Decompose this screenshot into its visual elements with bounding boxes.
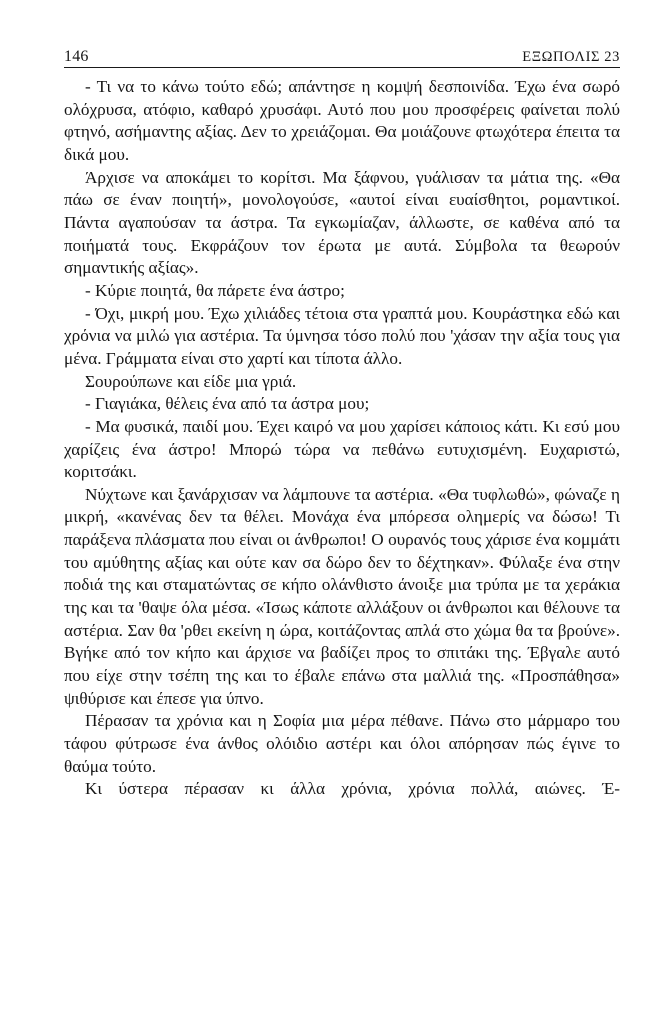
paragraph: - Μα φυσικά, παιδί μου. Έχει καιρό να μου χαρίσει κάποιος κάτι. Κι εσύ μου χαρίζεις ένα άστρο! Μπορώ τώρα να πεθάνω ευτυχισμένη. Ευχαριστώ, κοριτσάκι. <box>64 416 620 482</box>
running-title: ΕΞΩΠΟΛΙΣ 23 <box>522 49 620 65</box>
page-header <box>64 44 620 68</box>
paragraph: Πέρασαν τα χρόνια και η Σοφία μια μέρα πέθανε. Πάνω στο μάρμαρο του τάφου φύτρωσε ένα άνθος ολόιδιο αστέρι και όλοι απόρησαν πώς έγινε το θαύμα τούτο. <box>64 711 620 776</box>
paragraph: Άρχισε να αποκάμει το κορίτσι. Μα ξάφνου, γυάλισαν τα μάτια της. «Θα πάω σε έναν ποιητή», μονολογούσε, «αυτοί είναι ευαίσθητοι, ρομαντικοί. Πάντα αγαπούσαν τα άστρα. Τα εγκωμίαζαν, άλλωστε, σε καθένα από τα ποιήματά τους. Εκφράζουν τον έρωτα με αυτά. Σύμβολα τα θεωρούν σημαντικής αξίας». <box>64 167 620 278</box>
paragraph: - Κύριε ποιητά, θα πάρετε ένα άστρο; <box>85 280 345 300</box>
paragraph: Σουρούπωνε και είδε μια γριά. <box>85 371 297 391</box>
paragraph: Νύχτωνε και ξανάρχισαν να λάμπουνε τα αστέρια. «Θα τυφλωθώ», φώναζε η μικρή, «κανένας δεν τα θέλει. Μονάχα ένα μπόρεσα ολημερίς να δώσω! Τι παράξενα πλάσματα που είναι οι άνθρωποι! Ο ουρανός τους χάρισε ένα κομμάτι του αμύθητης αξίας και ούτε καν σα δώρο δεν το δέχτηκαν». Φύλαξε ένα στην ποδιά της και σταματώντας σε κήπο ολάνθιστο άνοιξε μια τρύπα με τα χεράκια της και τα 'θαψε όλα μέσα. «Ίσως κάποτε αλλάξουν οι άνθρωποι και θέλουνε τα αστέρια. Σαν θα 'ρθει εκείνη η ώρα, κοιτάζοντας απλά στο χώμα θα τα βρούνε». Βγήκε από τον κήπο και άρχισε να βαδίζει προς το σπιτάκι της. Έβγαλε αυτό που είχε στην τσέπη της και το έβαλε επάνω στα μαλλιά της. «Προσπάθησα» ψιθύρισε και έπεσε για ύπνο. <box>64 484 620 708</box>
paragraph: Κι ύστερα πέρασαν κι άλλα χρόνια, χρόνια πολλά, αιώνες. Έ- <box>85 779 620 799</box>
book-page <box>64 44 620 801</box>
paragraph: - Όχι, μικρή μου. Έχω χιλιάδες τέτοια στα γραπτά μου. Κουράστηκα εδώ και χρόνια να μιλώ για αστέρια. Τα ύμνησα τόσο πολύ που 'χάσαν την αξία τους για μένα. Γράμματα είναι στο χαρτί και τίποτα άλλο. <box>64 303 620 368</box>
paragraph: - Τι να το κάνω τούτο εδώ; απάντησε η κομψή δεσποινίδα. Έχω ένα σωρό ολόχρυσα, ατόφιο, καθαρό χρυσάφι. Αυτό που μου προσφέρεις φαίνεται πολύ φτηνό, ασήμαντης αξίας. Δεν το χρειάζομαι. Θα μοιάζουνε φτωχότερα έπειτα τα δικά μου. <box>64 77 620 164</box>
page-body <box>64 76 620 801</box>
page-number: 146 <box>64 48 89 65</box>
paragraph: - Γιαγιάκα, θέλεις ένα από τα άστρα μου; <box>85 394 370 414</box>
